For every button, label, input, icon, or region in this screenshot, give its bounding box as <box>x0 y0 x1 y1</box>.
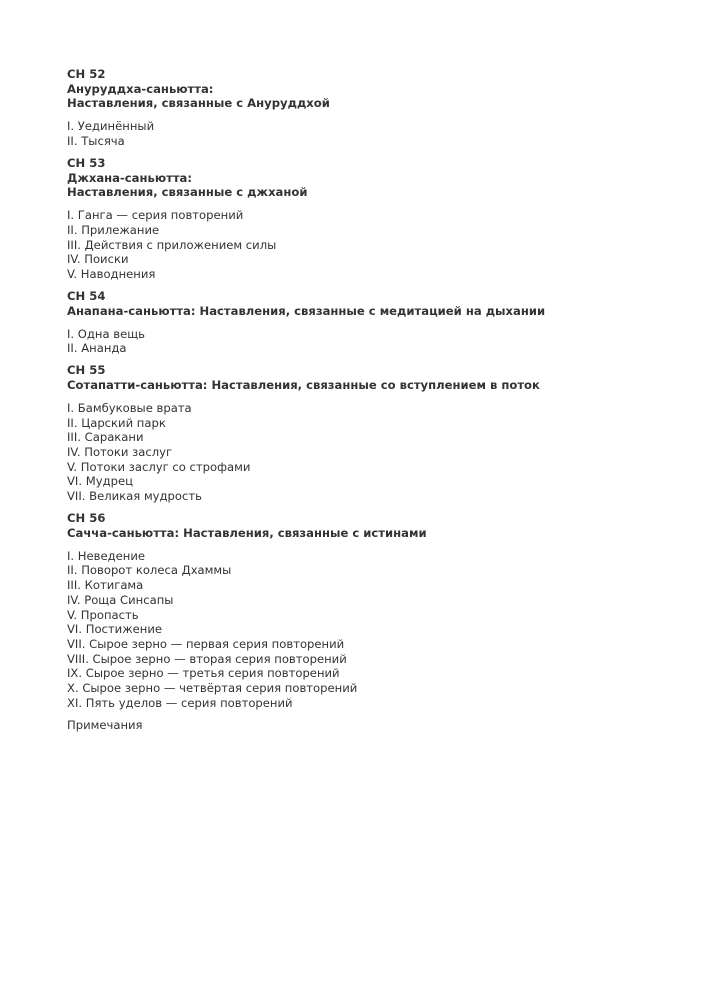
chapter-items <box>67 549 688 711</box>
toc-item-link[interactable]: VI. Мудрец <box>67 474 133 489</box>
chapter-title: Анапана-саньютта: Наставления, связанные с медитацией на дыхании <box>67 303 546 318</box>
toc-item-link[interactable]: V. Наводнения <box>67 266 156 281</box>
chapter-items <box>67 327 688 356</box>
toc-section <box>67 511 688 710</box>
toc-item-link[interactable]: II. Тысяча <box>67 133 125 148</box>
toc-item-link[interactable]: VIII. Сырое зерно — вторая серия повторений <box>67 651 347 666</box>
toc-item-link[interactable]: XI. Пять уделов — серия повторений <box>67 695 293 710</box>
chapter-number: CH 52 <box>67 67 106 81</box>
toc-item-link[interactable]: I. Уединённый <box>67 119 155 134</box>
toc-item-link[interactable]: IV. Поиски <box>67 252 129 267</box>
toc-item-link[interactable]: IX. Сырое зерно — третья серия повторений <box>67 666 340 681</box>
toc-item-link[interactable]: II. Прилежание <box>67 222 160 237</box>
toc-item-link[interactable]: V. Пропасть <box>67 607 139 622</box>
toc-section <box>67 67 688 149</box>
toc-item-link[interactable]: I. Неведение <box>67 548 146 563</box>
toc-item-link[interactable]: III. Котигама <box>67 578 144 593</box>
toc-item-link[interactable]: VII. Сырое зерно — первая серия повторений <box>67 636 345 651</box>
chapter-items <box>67 401 688 504</box>
toc-item-link[interactable]: VII. Великая мудрость <box>67 489 202 504</box>
toc-item-link[interactable]: IV. Потоки заслуг <box>67 444 173 459</box>
toc-item-link[interactable]: IV. Роща Синсапы <box>67 592 174 607</box>
toc-item-link[interactable]: II. Поворот колеса Дхаммы <box>67 563 232 578</box>
section-heading[interactable] <box>67 511 688 540</box>
chapter-title: Наставления, связанные с джханой <box>67 185 308 200</box>
toc-item-link[interactable]: III. Саракани <box>67 430 144 445</box>
chapter-number: CH 53 <box>67 156 106 171</box>
notes-link[interactable]: Примечания <box>67 718 143 733</box>
chapter-number: CH 55 <box>67 363 106 378</box>
chapter-items <box>67 119 688 148</box>
toc-item-link[interactable]: I. Одна вещь <box>67 326 146 341</box>
toc-sections <box>67 67 688 710</box>
toc-item-link[interactable]: X. Сырое зерно — четвёртая серия повторений <box>67 681 358 696</box>
chapter-title: Ануруддха-саньютта: <box>67 81 214 96</box>
section-heading[interactable] <box>67 67 688 111</box>
toc-section <box>67 363 688 503</box>
chapter-title: Джхана-саньютта: <box>67 170 193 185</box>
chapter-title: Сотапатти-саньютта: Наставления, связанные со вступлением в поток <box>67 378 540 393</box>
toc-item-link[interactable]: II. Ананда <box>67 341 127 356</box>
toc-item-link[interactable]: V. Потоки заслуг со строфами <box>67 459 251 474</box>
section-heading[interactable] <box>67 363 688 392</box>
toc-item-link[interactable]: I. Бамбуковые врата <box>67 400 192 415</box>
toc-item-link[interactable]: II. Царский парк <box>67 415 166 430</box>
chapter-number: CH 54 <box>67 289 106 304</box>
toc-item-link[interactable]: I. Ганга — серия повторений <box>67 208 244 223</box>
chapter-title: Наставления, связанные с Ануруддхой <box>67 96 330 111</box>
toc-section <box>67 289 688 356</box>
chapter-number: CH 56 <box>67 511 106 526</box>
section-heading[interactable] <box>67 156 688 200</box>
table-of-contents <box>67 67 688 733</box>
section-heading[interactable] <box>67 289 688 318</box>
toc-item-link[interactable]: III. Действия с приложением силы <box>67 237 277 252</box>
toc-section <box>67 156 688 282</box>
chapter-items <box>67 208 688 282</box>
toc-item-link[interactable]: VI. Постижение <box>67 622 163 637</box>
chapter-title: Сачча-саньютта: Наставления, связанные с истинами <box>67 525 427 540</box>
